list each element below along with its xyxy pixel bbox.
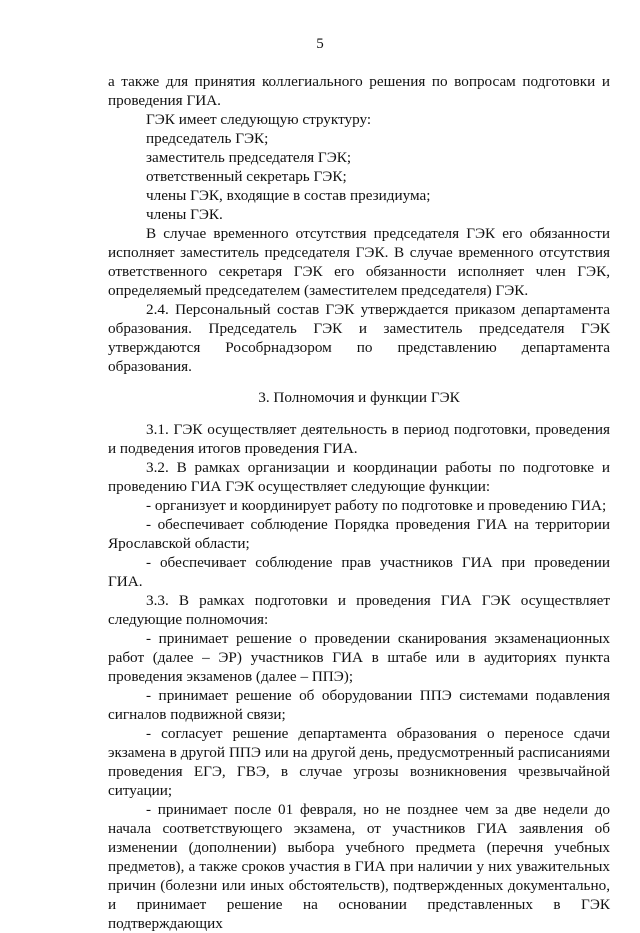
paragraph: - принимает решение о проведении сканирования экзаменационных работ (далее – ЭР) участников ГИА в штабе или в аудиториях пункта проведения экзаменов (далее – ППЭ); [108,630,610,685]
paragraph: - обеспечивает соблюдение прав участников ГИА при проведении ГИА. [108,554,610,590]
paragraph: - организует и координирует работу по подготовке и проведению ГИА; [146,497,607,514]
section-2-continuation [108,72,610,376]
paragraph: - обеспечивает соблюдение Порядка проведения ГИА на территории Ярославской области; [108,516,610,552]
paragraph: ответственный секретарь ГЭК; [146,168,347,185]
paragraph: а также для принятия коллегиального решения по вопросам подготовки и проведения ГИА. [108,73,610,109]
paragraph: заместитель председателя ГЭК; [146,149,352,166]
paragraph: - согласует решение департамента образования о переносе сдачи экзамена в другой ППЭ или на другой день, предусмотренный расписаниями проведения ЕГЭ, ГВЭ, в случае угрозы возникновения чрезвычайной ситуации; [108,725,610,799]
paragraph: 3.1. ГЭК осуществляет деятельность в период подготовки, проведения и подведения итогов проведения ГИА. [108,421,610,457]
paragraph: 2.4. Персональный состав ГЭК утверждается приказом департамента образования. Председатель ГЭК и заместитель председателя ГЭК утверждаются Рособрнадзором по представлению департамента образования. [108,301,610,375]
paragraph: члены ГЭК, входящие в состав президиума; [146,187,431,204]
document-body [108,72,610,933]
paragraph: - принимает решение об оборудовании ППЭ системами подавления сигналов подвижной связи; [108,687,610,723]
section-3-body [108,420,610,933]
paragraph: председатель ГЭК; [146,130,269,147]
page-number: 5 [316,36,324,52]
paragraph: 3.2. В рамках организации и координации работы по подготовке и проведению ГИА ГЭК осуществляет следующие функции: [108,459,610,495]
paragraph: члены ГЭК. [146,206,223,223]
paragraph: В случае временного отсутствия председателя ГЭК его обязанности исполняет заместитель председателя ГЭК. В случае временного отсутствия ответственного секретаря ГЭК его обязанности исполняет член ГЭК, определяемый председателем (заместителем председателя) ГЭК. [108,225,610,299]
section-3-heading: 3. Полномочия и функции ГЭК [258,389,460,406]
paragraph: ГЭК имеет следующую структуру: [146,111,372,128]
paragraph: - принимает после 01 февраля, но не позднее чем за две недели до начала соответствующего экзамена, от участников ГИА заявления об изменении (дополнении) выбора учебного предмета (перечня учебных предметов), а также сроков участия в ГИА при наличии у них уважительных причин (болезни или иных обстоятельств), подтвержденных документально, и принимает решение на основании представленных в ГЭК подтверждающих [108,801,610,932]
paragraph: 3.3. В рамках подготовки и проведения ГИА ГЭК осуществляет следующие полномочия: [108,592,610,628]
